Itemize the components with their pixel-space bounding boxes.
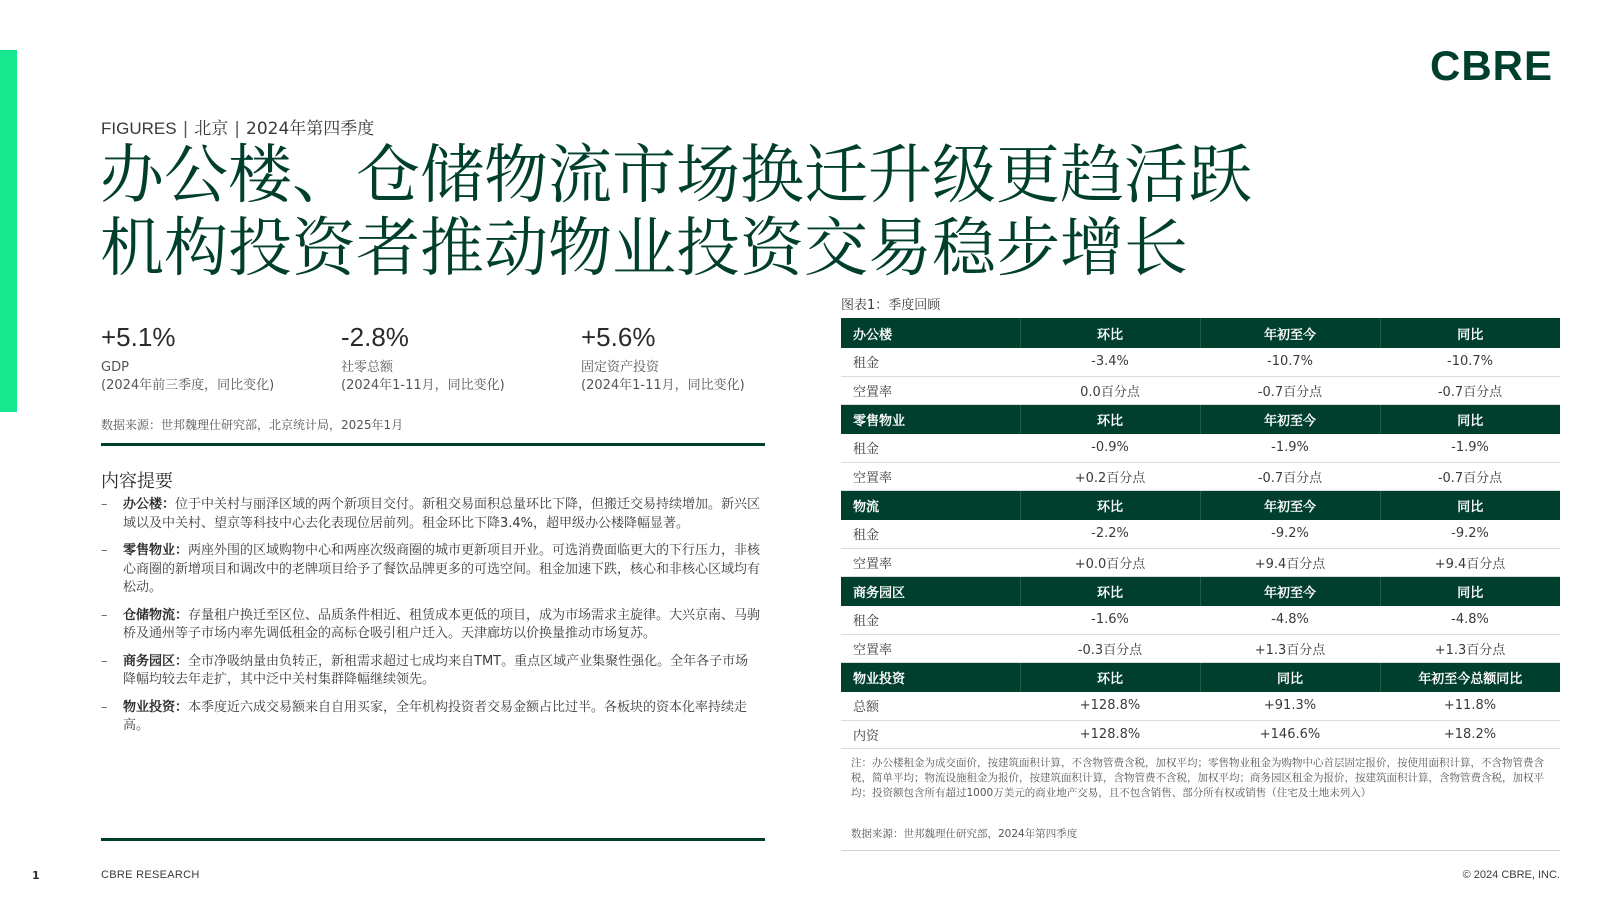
footer-copyright: © 2024 CBRE, INC. [1462,869,1560,881]
kpi-source: 数据来源：世邦魏理仕研究部，北京统计局，2025年1月 [101,418,404,432]
table-section-header [841,576,1560,606]
kpi-label-name: 社零总额 [341,360,394,375]
table-header-cell: 办公楼 [841,318,1020,348]
summary-item-text: 两座外围的区域购物中心和两座次级商圈的城市更新项目开业。可选消费面临更大的下行压力，非核心商圈的新增项目和调改中的老牌项目给予了餐饮品牌更多的可选空间。租金加速下跌，核心和非核心区域均有松动。 [123,543,761,595]
table-header-cell: 环比 [1020,576,1200,606]
eyebrow-period: 2024年第四季度 [246,119,375,139]
eyebrow-figures: FIGURES [101,119,177,138]
table-row [841,634,1560,662]
kpi-retail-sales [341,322,561,395]
table-cell: 租金 [841,348,1020,376]
table-cell: +9.4百分点 [1380,548,1560,576]
table-row [841,692,1560,720]
table-cell: -9.2% [1200,520,1380,548]
eyebrow-separator: | [234,119,241,139]
table-cell: -4.8% [1380,606,1560,634]
table-cell: 内资 [841,720,1020,748]
summary-item-text: 全市净吸纳量由负转正，新租需求超过七成均来自TMT。重点区域产业集聚性强化。全年各子市场降幅均较去年走扩，其中泛中关村集群降幅继续领先。 [123,653,749,687]
summary-item [101,607,761,644]
review-table [841,318,1560,749]
summary-item-text: 本季度近六成交易额来自自用买家，全年机构投资者交易金额占比过半。各板块的资本化率持续走高。 [123,699,748,733]
table-header-cell: 年初至今 [1200,318,1380,348]
summary-item-head: 物业投资： [123,699,189,715]
table-cell: -0.9% [1020,434,1200,462]
table-cell: +9.4百分点 [1200,548,1380,576]
figure-title: 图表1：季度回顾 [841,298,941,313]
eyebrow-city: 北京 [194,119,229,139]
table-cell: -0.7百分点 [1200,462,1380,490]
table-section-header [841,662,1560,692]
page-title-line-2: 机构投资者推动物业投资交易稳步增长 [100,212,1188,286]
table-row [841,376,1560,404]
table-header-cell: 环比 [1020,404,1200,434]
table-cell: -2.2% [1020,520,1200,548]
table-row [841,548,1560,576]
table-cell: 租金 [841,434,1020,462]
table-cell: -3.4% [1020,348,1200,376]
kpi-value: -2.8% [341,322,409,352]
table-cell: +18.2% [1380,720,1560,748]
table-header-cell: 环比 [1020,318,1200,348]
summary-item-head: 商务园区： [123,653,189,669]
table-cell: -0.7百分点 [1200,376,1380,404]
table-cell: +0.2百分点 [1020,462,1200,490]
table-cell: +11.8% [1380,692,1560,720]
table-header-cell: 同比 [1380,490,1560,520]
bullet-dash: – [101,497,108,512]
table-cell: +1.3百分点 [1380,634,1560,662]
eyebrow [101,114,374,139]
table-cell: +128.8% [1020,692,1200,720]
table-note: 注：办公楼租金为成交面价，按建筑面积计算，不含物管费含税，加权平均；零售物业租金为购物中心首层固定报价，按使用面积计算，不含物管费含税，简单平均；物流设施租金为报价，按建筑面积计算，含物管费不含税，加权平均；商务园区租金为报价，按建筑面积计算，含物管费含税，加权平均；投资额包含所有超过1000万美元的商业地产交易，且不包含销售、部分所有权或销售（住宅及土地未列入） [851,757,1544,799]
table-header-cell: 同比 [1380,318,1560,348]
footer-brand: CBRE RESEARCH [101,869,200,881]
quarterly-review-table [841,318,1560,749]
table-cell: -0.7百分点 [1380,462,1560,490]
table-cell: -1.6% [1020,606,1200,634]
table-cell: +128.8% [1020,720,1200,748]
table-cell: 空置率 [841,548,1020,576]
table-header-cell: 商务园区 [841,576,1020,606]
kpi-label [101,359,321,395]
kpi-label-name: GDP [101,360,129,375]
kpi-label [581,359,801,395]
table-header-cell: 年初至今 [1200,490,1380,520]
table-section-header [841,404,1560,434]
table-section-header [841,490,1560,520]
kpi-value: +5.6% [581,322,656,352]
table-row [841,462,1560,490]
table-row [841,520,1560,548]
divider [841,850,1560,851]
table-source: 数据来源：世邦魏理仕研究部，2024年第四季度 [851,828,1078,840]
bullet-dash: – [101,607,108,623]
kpi-label-sub: (2024年前三季度，同比变化) [101,378,275,393]
summary-list [101,496,761,745]
summary-item [101,496,761,533]
table-cell: 租金 [841,520,1020,548]
table-cell: -10.7% [1380,348,1560,376]
table-cell: -1.9% [1380,434,1560,462]
table-cell: 总额 [841,692,1020,720]
bullet-dash: – [101,653,108,669]
table-cell: -9.2% [1380,520,1560,548]
table-header-cell: 环比 [1020,490,1200,520]
table-cell: -0.7百分点 [1380,376,1560,404]
table-header-cell: 同比 [1200,662,1380,692]
table-header-cell: 物业投资 [841,662,1020,692]
summary-item [101,699,761,736]
kpi-label-name: 固定资产投资 [581,360,660,375]
kpi-label-sub: (2024年1-11月，同比变化) [581,378,745,393]
table-row [841,348,1560,376]
table-header-cell: 物流 [841,490,1020,520]
summary-item [101,542,761,598]
bullet-dash: – [101,543,108,558]
table-header-cell: 零售物业 [841,404,1020,434]
table-cell: 空置率 [841,462,1020,490]
table-row [841,434,1560,462]
table-cell: +1.3百分点 [1200,634,1380,662]
kpi-gdp [101,322,321,395]
eyebrow-separator: | [182,119,189,139]
table-header-cell: 同比 [1380,404,1560,434]
summary-item-text: 存量租户换迁至区位、品质条件相近、租赁成本更低的项目，成为市场需求主旋律。大兴京南、马驹桥及通州等子市场内率先调低租金的高标仓吸引租户迁入。天津廊坊以价换量推动市场复苏。 [123,607,761,641]
table-section-header [841,318,1560,348]
kpi-label [341,359,561,395]
bullet-dash: – [101,699,108,715]
table-cell: -1.9% [1200,434,1380,462]
summary-item-head: 仓储物流： [123,607,189,623]
table-cell: +91.3% [1200,692,1380,720]
table-header-cell: 年初至今总额同比 [1380,662,1560,692]
accent-bar [0,50,17,412]
table-header-cell: 环比 [1020,662,1200,692]
kpi-label-sub: (2024年1-11月，同比变化) [341,378,505,393]
page-number: 1 [32,869,40,882]
table-cell: 租金 [841,606,1020,634]
table-cell: 空置率 [841,634,1020,662]
table-cell: -4.8% [1200,606,1380,634]
table-header-cell: 年初至今 [1200,404,1380,434]
table-row [841,720,1560,748]
kpi-row [101,322,765,402]
summary-item-text: 位于中关村与丽泽区域的两个新项目交付。新租交易面积总量环比下降，但搬迁交易持续增加。新兴区域以及中关村、望京等科技中心去化表现位居前列。租金环比下降3.4%，超甲级办公楼降幅显著。 [123,497,761,531]
summary-item-head: 办公楼： [123,497,176,512]
table-cell: 空置率 [841,376,1020,404]
table-row [841,606,1560,634]
summary-item-head: 零售物业： [123,543,189,558]
table-header-cell: 年初至今 [1200,576,1380,606]
summary-title: 内容提要 [101,471,173,492]
divider [101,838,765,841]
page-title-line-1: 办公楼、仓储物流市场换迁升级更趋活跃 [100,139,1252,213]
cbre-logo: CBRE [1430,42,1554,89]
page-title [100,140,1340,286]
table-header-cell: 同比 [1380,576,1560,606]
table-cell: +146.6% [1200,720,1380,748]
kpi-value: +5.1% [101,322,176,352]
table-cell: -10.7% [1200,348,1380,376]
summary-item [101,653,761,690]
table-cell: +0.0百分点 [1020,548,1200,576]
kpi-fixed-asset [581,322,801,395]
table-cell: -0.3百分点 [1020,634,1200,662]
divider [101,443,765,446]
table-cell: 0.0百分点 [1020,376,1200,404]
